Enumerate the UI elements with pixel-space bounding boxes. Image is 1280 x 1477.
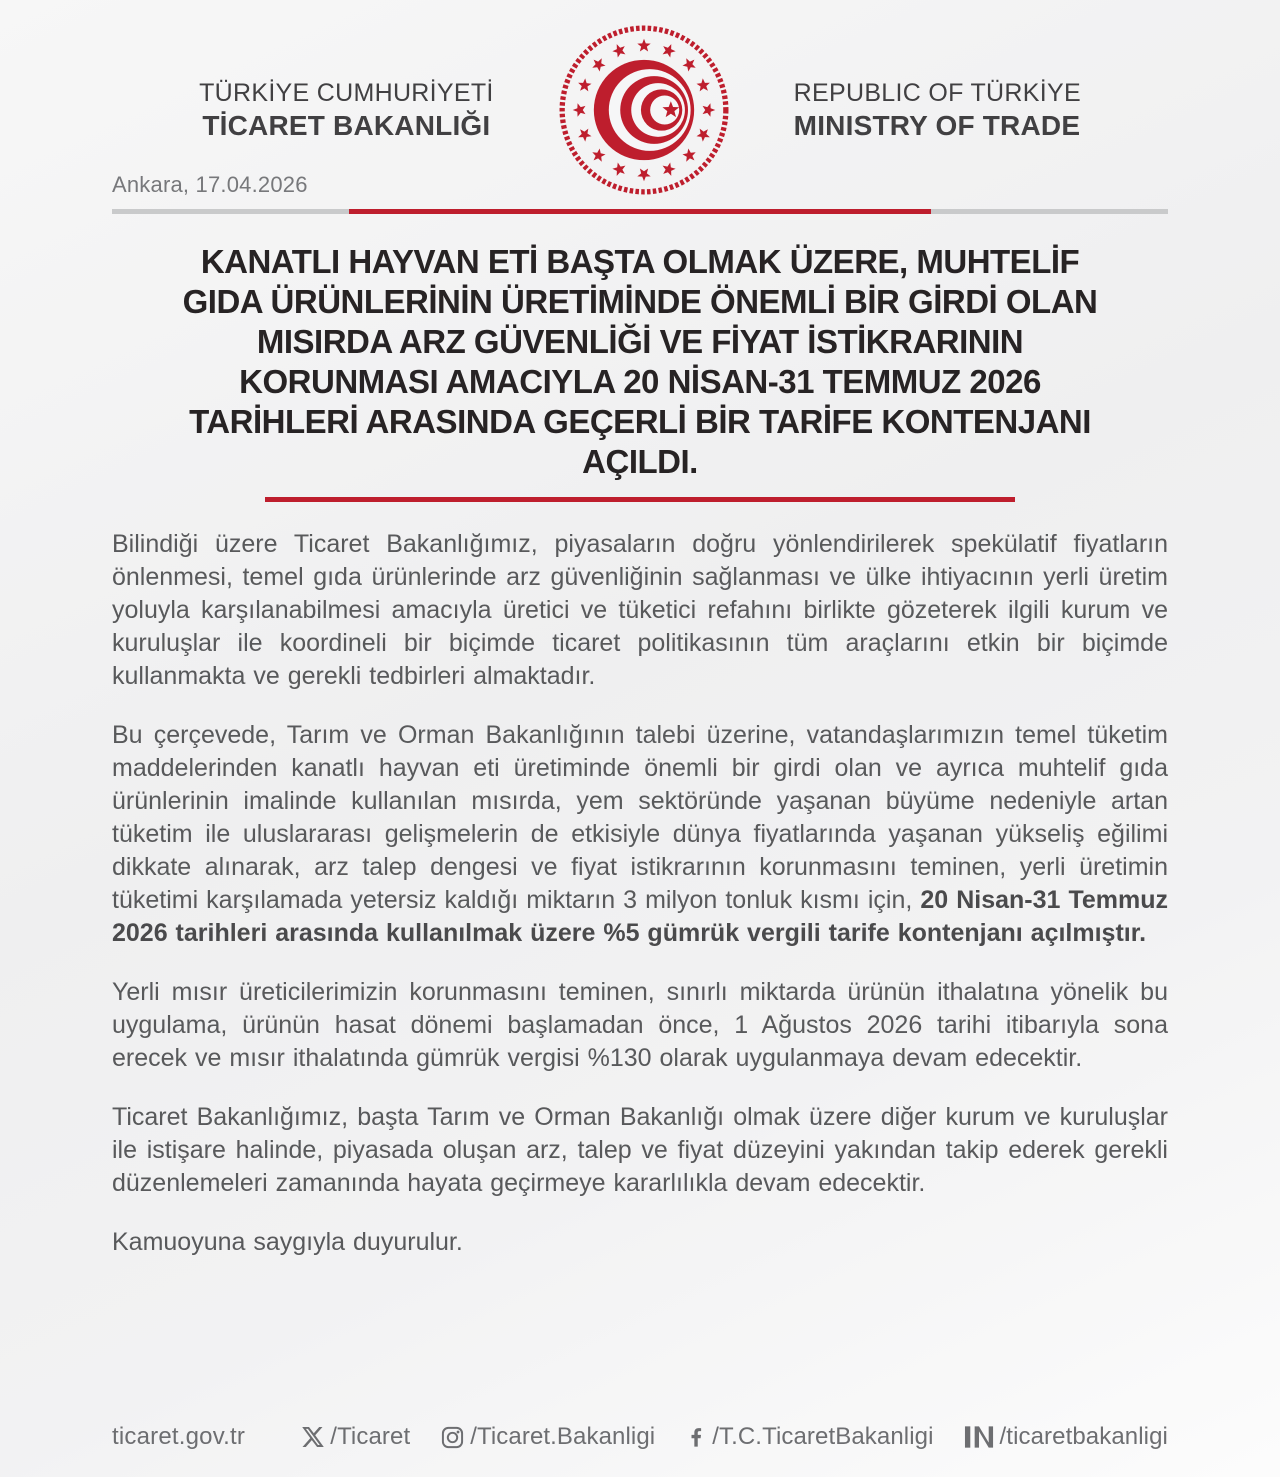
headline-line: MISIRDA ARZ GÜVENLİĞİ VE FİYAT İSTİKRARININ: [256, 323, 1024, 360]
headline-line: AÇILDI.: [582, 443, 698, 480]
headline-line: GIDA ÜRÜNLERİNİN ÜRETİMİNDE ÖNEMLİ BİR GİRDİ OLAN: [182, 283, 1098, 320]
website-link[interactable]: ticaret.gov.tr: [112, 1423, 246, 1450]
org-ministry-en: MINISTRY OF TRADE: [793, 110, 1081, 141]
org-country-tr: TÜRKİYE CUMHURİYETİ: [199, 79, 494, 107]
divider-gray-left: [112, 209, 349, 214]
paragraph-3: Yerli mısır üreticilerimizin korunmasını teminen, sınırlı miktarda ürünün ithalatına yönelik bu uygulama, ürünün hasat dönemi başlamadan önce, 1 Ağustos 2026 tarihi itibarıyla sona erecek ve mısır ithalatında gümrük vergisi %130 olarak uygulanmaya devam edecektir.: [112, 978, 1168, 1072]
dateline: Ankara, 17.04.2026: [112, 172, 308, 197]
paragraph-2: [112, 719, 1168, 950]
nsosyal-icon: [964, 1425, 995, 1449]
org-ministry-tr: TİCARET BAKANLIĞI: [202, 110, 491, 141]
instagram-handle[interactable]: /Ticaret.Bakanligi: [470, 1423, 656, 1450]
headline-line: TARİHLERİ ARASINDA GEÇERLİ BİR TARİFE KONTENJANI: [189, 403, 1091, 440]
header: [0, 0, 1280, 198]
social-x[interactable]: [301, 1423, 410, 1451]
paragraph-2-normal: Bu çerçevede, Tarım ve Orman Bakanlığının talebi üzerine, vatandaşlarımızın temel tüketim maddelerinden kanatlı hayvan eti üretiminde önemli bir girdi olan ve ayrıca muhtelif gıda ürünlerinin imalinde kullanılan mısırda, yem sektöründe yaşanan büyüme nedeniyle artan tüketim ile uluslararası gelişmelerin de etkisiyle dünya fiyatlarında yaşanan yükseliş eğilimi dikkate alınarak, arz talep dengesi ve fiyat istikrarının korunmasını teminen, yerli üretimin tüketimi karşılamada yetersiz kaldığı miktarın 3 milyon tonluk kısmı için,: [112, 721, 1168, 914]
paragraph-4: Ticaret Bakanlığımız, başta Tarım ve Orman Bakanlığı olmak üzere diğer kurum ve kuruluşlar ile istişare halinde, piyasada oluşan arz, talep ve fiyat düzeyini yakından takip ederek gerekli düzenlemeleri zamanında hayata geçirmeye kararlılıkla devam edecektir.: [112, 1103, 1168, 1197]
social-facebook[interactable]: [685, 1423, 933, 1451]
headline-line: KANATLI HAYVAN ETİ BAŞTA OLMAK ÜZERE, MUHTELİF: [200, 243, 1080, 280]
org-country-en: REPUBLIC OF TÜRKİYE: [793, 79, 1081, 107]
headline: [0, 242, 1280, 482]
headline-underline: [265, 497, 1015, 502]
org-title-english: [794, 78, 1081, 142]
closing-line: Kamuoyuna saygıyla duyurulur.: [112, 1228, 463, 1256]
divider-gray-right: [931, 209, 1168, 214]
facebook-handle[interactable]: /T.C.TicaretBakanligi: [712, 1423, 934, 1450]
social-links: [301, 1423, 1168, 1451]
x-icon: [301, 1425, 325, 1449]
footer: [112, 1423, 1168, 1451]
x-handle[interactable]: /Ticaret: [330, 1423, 411, 1450]
body-copy: [112, 528, 1168, 1259]
paragraph-1: Bilindiği üzere Ticaret Bakanlığımız, piyasaların doğru yönlendirilerek spekülatif fiyatların önlenmesi, temel gıda ürünlerinde arz güvenliğinin sağlanması ve ülke ihtiyacının yerli üretim yoluyla karşılanabilmesi amacıyla üretici ve tüketici refahını birlikte gözeterek ilgili kurum ve kuruluşlar ile koordineli bir biçimde ticaret politikasının tüm araçlarını etkin bir biçimde kullanmakta ve gerekli tedbirleri almaktadır.: [112, 530, 1168, 690]
ministry-of-trade-emblem-icon: [556, 22, 732, 198]
header-divider: [112, 209, 1168, 214]
paragraph-2-bold: 20 Nisan-31 Temmuz 2026 tarihleri arasında kullanılmak üzere %5 gümrük vergili tarife kontenjanı açılmıştır.: [112, 886, 1168, 947]
social-instagram[interactable]: [440, 1423, 655, 1451]
social-nsosyal[interactable]: [964, 1423, 1168, 1451]
instagram-icon: [440, 1425, 465, 1450]
org-title-turkish: [199, 78, 494, 142]
nsosyal-handle[interactable]: /ticaretbakanligi: [999, 1423, 1168, 1450]
divider-red-center: [349, 209, 932, 214]
headline-line: KORUNMASI AMACIYLA 20 NİSAN-31 TEMMUZ 2026: [239, 363, 1041, 400]
facebook-icon: [685, 1425, 707, 1449]
